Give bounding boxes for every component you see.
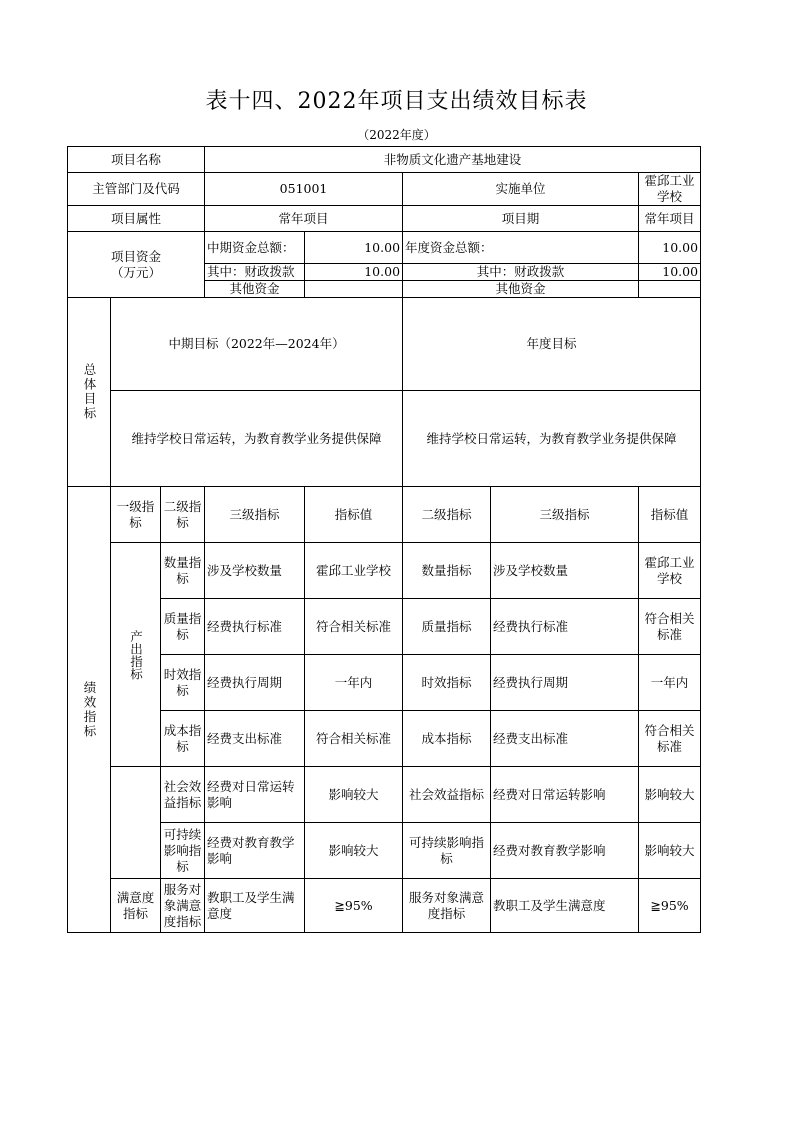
- attr-value: 常年项目: [205, 206, 403, 232]
- year-total-label: 年度资金总额：: [403, 232, 639, 264]
- table-row-l3: 涉及学校数量: [205, 543, 305, 599]
- table-row-value: 符合相关标准: [305, 711, 403, 767]
- header-level2-b: 二级指标: [403, 487, 491, 543]
- table-row-l3: 经费对教育教学影响: [205, 823, 305, 879]
- table-row-l2b: 社会效益指标: [403, 767, 491, 823]
- table-row-value: 影响较大: [305, 767, 403, 823]
- mid-total-label: 中期资金总额：: [205, 232, 305, 264]
- year-other-label: 其他资金: [403, 281, 639, 298]
- table-row-value-b: 影响较大: [639, 823, 701, 879]
- table-row-l2: 可持续影响指标: [161, 823, 205, 879]
- dept-label: 主管部门及代码: [68, 173, 205, 206]
- funds-label-line1: 项目资金: [111, 248, 162, 264]
- header-level3-b: 三级指标: [491, 487, 639, 543]
- funds-label: [68, 232, 205, 298]
- mid-other-value: [305, 281, 403, 298]
- table-row-l2: 时效指标: [161, 655, 205, 711]
- year-other-value: [639, 281, 701, 298]
- year-fiscal-label: 其中：财政拨款: [403, 264, 639, 281]
- table-row-l2: 服务对象满意度指标: [161, 879, 205, 933]
- table-row-l3: 经费支出标准: [205, 711, 305, 767]
- table-row-l2: 数量指标: [161, 543, 205, 599]
- page-subtitle: （2022年度）: [357, 128, 436, 142]
- satisfaction-indicator-label: 满意度指标: [111, 879, 161, 933]
- table-row-l3b: 经费对教育教学影响: [491, 823, 639, 879]
- table-row-value: 霍邱工业学校: [305, 543, 403, 599]
- overall-goal-label-text: 总体目标: [82, 363, 97, 421]
- mid-other-label: 其他资金: [205, 281, 305, 298]
- table-row-l2: 成本指标: [161, 711, 205, 767]
- mid-total-value: 10.00: [305, 232, 403, 264]
- year-goal-header: 年度目标: [403, 298, 701, 391]
- project-name-label: 项目名称: [68, 147, 205, 173]
- table-row-value-b: 霍邱工业学校: [639, 543, 701, 599]
- project-name-value: 非物质文化遗产基地建设: [205, 147, 701, 173]
- page-title: 表十四、2022年项目支出绩效目标表: [205, 89, 588, 114]
- table-row-value-b: ≧95%: [639, 879, 701, 933]
- funds-label-line2: （万元）: [111, 264, 162, 280]
- year-total-value: 10.00: [639, 232, 701, 264]
- header-level2: 二级指标: [161, 487, 205, 543]
- header-value-b: 指标值: [639, 487, 701, 543]
- table-row-l3b: 经费对日常运转影响: [491, 767, 639, 823]
- table-row-l2: 社会效益指标: [161, 767, 205, 823]
- table-row-value-b: 一年内: [639, 655, 701, 711]
- output-indicator-label: [111, 543, 161, 767]
- period-label: 项目期: [403, 206, 639, 232]
- dept-code: 051001: [205, 173, 403, 206]
- header-value: 指标值: [305, 487, 403, 543]
- impl-unit-value: 霍邱工业学校: [639, 173, 701, 206]
- table-row-l2b: 质量指标: [403, 599, 491, 655]
- mid-goal-header: 中期目标（2022年—2024年）: [111, 298, 403, 391]
- table-row-value: 符合相关标准: [305, 599, 403, 655]
- mid-fiscal-label: 其中：财政拨款: [205, 264, 305, 281]
- impl-unit-label: 实施单位: [403, 173, 639, 206]
- year-fiscal-value: 10.00: [639, 264, 701, 281]
- table-row-l2b: 服务对象满意度指标: [403, 879, 491, 933]
- table-row-l3b: 经费支出标准: [491, 711, 639, 767]
- table-row-l3b: 涉及学校数量: [491, 543, 639, 599]
- table-row-value-b: 符合相关标准: [639, 711, 701, 767]
- table-row-value: 一年内: [305, 655, 403, 711]
- period-value: 常年项目: [639, 206, 701, 232]
- table-row-l3: 经费执行标准: [205, 599, 305, 655]
- table-row-value-b: 影响较大: [639, 767, 701, 823]
- table-row-l3b: 经费执行周期: [491, 655, 639, 711]
- performance-table: [67, 146, 701, 933]
- year-goal-text: 维持学校日常运转，为教育教学业务提供保障: [403, 391, 701, 487]
- table-row-value: 影响较大: [305, 823, 403, 879]
- header-level1: 一级指标: [111, 487, 161, 543]
- table-row-l3b: 经费执行标准: [491, 599, 639, 655]
- table-row-l2b: 可持续影响指标: [403, 823, 491, 879]
- perf-indicator-label-text: 绩效指标: [82, 680, 97, 739]
- output-indicator-label-text: 产出指标: [128, 629, 144, 680]
- benefit-indicator-cell: [111, 767, 161, 879]
- table-row-l3: 经费对日常运转影响: [205, 767, 305, 823]
- table-row-l2b: 时效指标: [403, 655, 491, 711]
- perf-indicator-label: [68, 487, 111, 933]
- header-level3: 三级指标: [205, 487, 305, 543]
- table-row-value-b: 符合相关标准: [639, 599, 701, 655]
- table-row-l3b: 教职工及学生满意度: [491, 879, 639, 933]
- overall-goal-label: [68, 298, 111, 487]
- mid-fiscal-value: 10.00: [305, 264, 403, 281]
- table-row-l2: 质量指标: [161, 599, 205, 655]
- table-row-value: ≧95%: [305, 879, 403, 933]
- table-row-l2b: 数量指标: [403, 543, 491, 599]
- table-row-l3: 经费执行周期: [205, 655, 305, 711]
- attr-label: 项目属性: [68, 206, 205, 232]
- table-row-l2b: 成本指标: [403, 711, 491, 767]
- mid-goal-text: 维持学校日常运转，为教育教学业务提供保障: [111, 391, 403, 487]
- table-row-l3: 教职工及学生满意度: [205, 879, 305, 933]
